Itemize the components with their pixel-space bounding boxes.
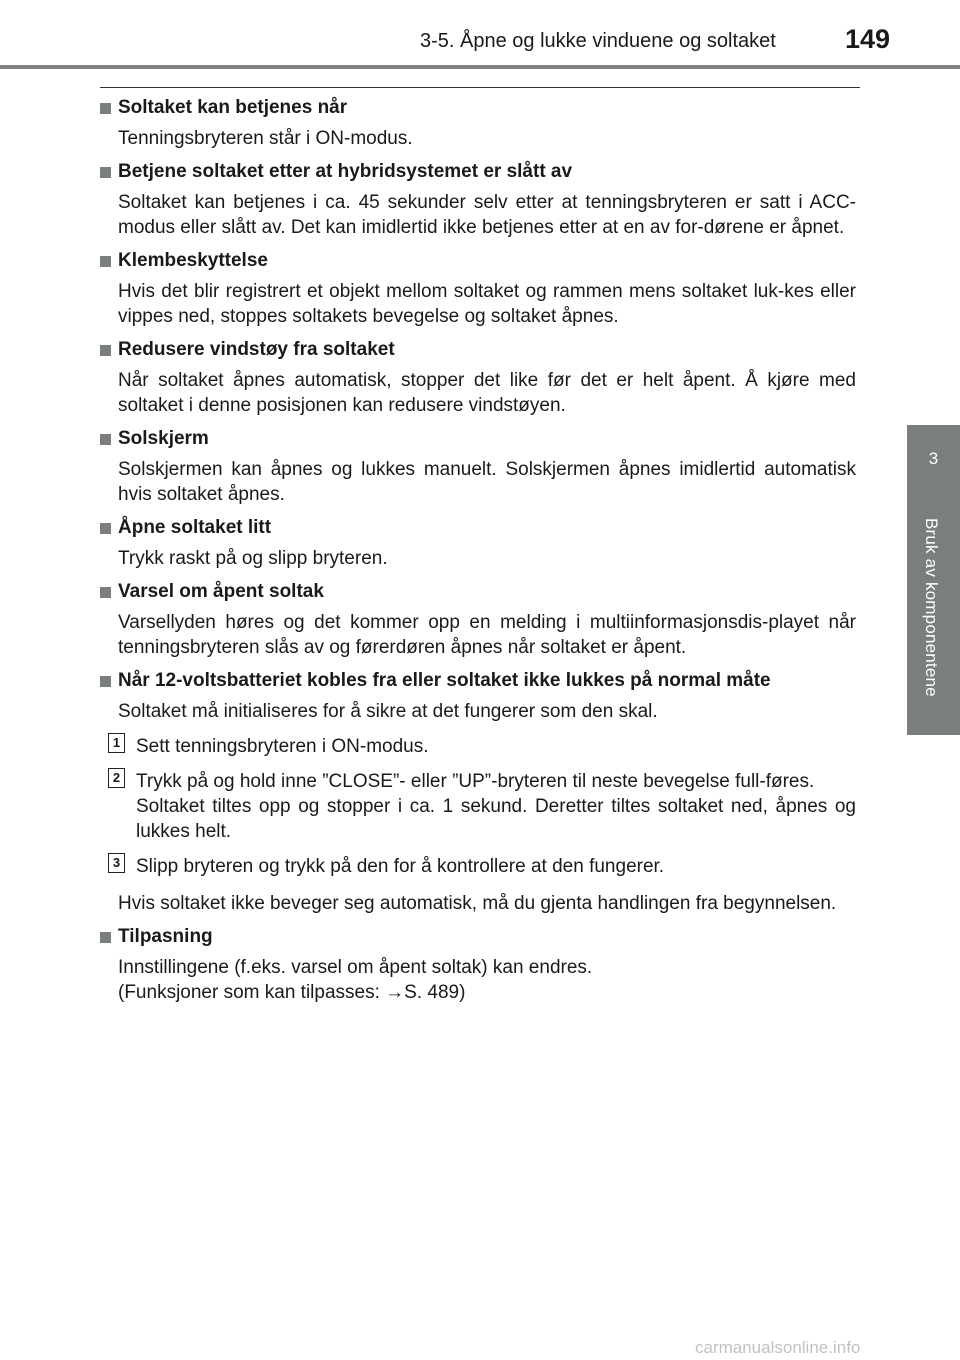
section-heading: Åpne soltaket litt xyxy=(118,517,272,538)
step-number-badge: 3 xyxy=(108,853,125,873)
sub-rule xyxy=(100,87,860,88)
square-bullet-icon xyxy=(100,434,111,445)
watermark: carmanualsonline.info xyxy=(695,1338,861,1357)
after-steps-note: Hvis soltaket ikke beveger seg automatisk, må du gjenta handlingen fra begynnelsen. xyxy=(118,893,837,914)
section-heading: Solskjerm xyxy=(118,428,209,449)
section-heading: Soltaket kan betjenes når xyxy=(118,97,348,118)
square-bullet-icon xyxy=(100,932,111,943)
section-body: Når soltaket åpnes automatisk, stopper det like før det er helt åpent. Å kjøre med soltaket i denne posisjonen kan redusere vindstøyen. xyxy=(118,370,856,416)
section-heading: Når 12-voltsbatteriet kobles fra eller soltaket ikke lukkes på normal måte xyxy=(118,670,771,691)
square-bullet-icon xyxy=(100,103,111,114)
customization-reference[interactable]: (Funksjoner som kan tilpasses: →S. 489) xyxy=(118,982,466,1003)
section-body: Hvis det blir registrert et objekt mellom soltaket og rammen mens soltaket luk-kes eller vippes ned, stoppes soltakets bevegelse og soltaket åpnes. xyxy=(118,281,856,327)
section-body: Varsellyden høres og det kommer opp en melding i multiinformasjonsdis-playet når tenningsbryteren slås av og førerdøren åpnes når soltaket er åpent. xyxy=(118,612,856,658)
section-heading: Klembeskyttelse xyxy=(118,250,268,271)
section-heading: Redusere vindstøy fra soltaket xyxy=(118,339,395,360)
step-note: Soltaket tiltes opp og stopper i ca. 1 sekund. Deretter tiltes soltaket ned, åpnes og lukkes helt. xyxy=(136,796,856,842)
step-3 xyxy=(112,854,856,879)
square-bullet-icon xyxy=(100,676,111,687)
header-title: 3-5. Åpne og lukke vinduene og soltaket xyxy=(420,30,776,52)
section-heading: Varsel om åpent soltak xyxy=(118,581,324,602)
section-after-hybrid-off xyxy=(100,160,856,240)
section-operation-condition xyxy=(100,96,856,151)
customization-text: Innstillingene (f.eks. varsel om åpent soltak) kan endres. xyxy=(118,957,593,978)
section-body: Soltaket kan betjenes i ca. 45 sekunder selv etter at tenningsbryteren er satt i ACC-modus eller slått av. Det kan imidlertid ikke betjenes etter at en av for-dørene er åpnet. xyxy=(118,192,856,238)
step-2 xyxy=(112,769,856,844)
step-number-badge: 1 xyxy=(108,733,125,753)
step-text: Sett tenningsbryteren i ON-modus. xyxy=(136,736,429,757)
step-number-badge: 2 xyxy=(108,768,125,788)
section-open-slightly xyxy=(100,516,856,571)
square-bullet-icon xyxy=(100,256,111,267)
step-text: Slipp bryteren og trykk på den for å kontrollere at den fungerer. xyxy=(136,856,665,877)
section-sunshade xyxy=(100,427,856,507)
step-text: Trykk på og hold inne ”CLOSE”- eller ”UP”-bryteren til neste bevegelse full-føres. xyxy=(136,771,815,792)
square-bullet-icon xyxy=(100,587,111,598)
section-heading: Betjene soltaket etter at hybridsystemet er slått av xyxy=(118,161,573,182)
section-open-warning xyxy=(100,580,856,660)
page-content xyxy=(100,96,856,1014)
square-bullet-icon xyxy=(100,523,111,534)
chapter-label: Bruk av komponentene xyxy=(922,518,941,697)
section-heading: Tilpasning xyxy=(118,926,213,947)
header-rule xyxy=(0,65,960,69)
square-bullet-icon xyxy=(100,167,111,178)
section-body: Trykk raskt på og slipp bryteren. xyxy=(118,548,388,569)
section-body: Soltaket må initialiseres for å sikre at det fungerer som den skal. xyxy=(118,701,658,722)
section-customization xyxy=(100,925,856,1005)
section-body: Solskjermen kan åpnes og lukkes manuelt. Solskjermen åpnes imidlertid automatisk hvis soltaket åpnes. xyxy=(118,459,856,505)
page-number: 149 xyxy=(845,24,891,54)
section-jam-protection xyxy=(100,249,856,329)
step-1 xyxy=(112,734,856,759)
square-bullet-icon xyxy=(100,345,111,356)
chapter-number: 3 xyxy=(928,449,939,468)
section-battery-disconnect xyxy=(100,669,856,916)
section-wind-noise xyxy=(100,338,856,418)
section-body: Tenningsbryteren står i ON-modus. xyxy=(118,128,413,149)
chapter-side-tab xyxy=(907,425,960,735)
